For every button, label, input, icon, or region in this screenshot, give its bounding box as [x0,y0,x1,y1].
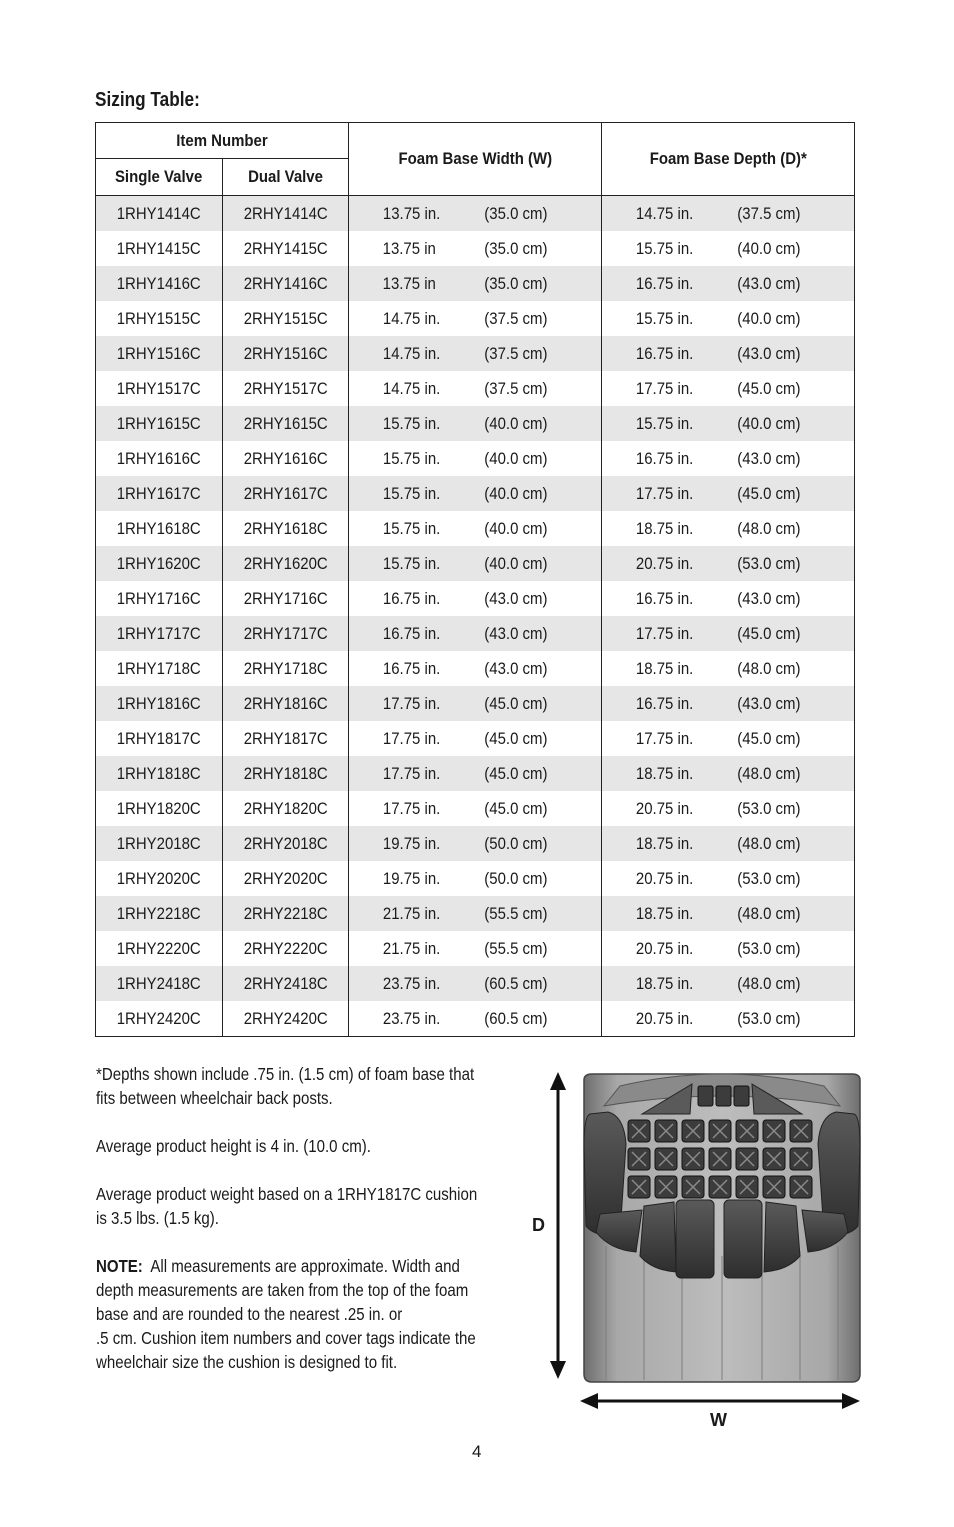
cell-dual: 2RHY2018C [223,826,349,861]
cell-w-cm: (55.5 cm) [476,896,602,931]
note-label: NOTE: [96,1256,143,1276]
air-cell [734,1086,749,1106]
cell-d-cm: (53.0 cm) [729,791,855,826]
table-row [96,441,855,476]
cell-single: 1RHY2418C [96,966,223,1001]
cell-w-in: 13.75 in [382,238,436,258]
cell-single: 1RHY2020C [96,861,223,896]
cell-d-in: 20.75 in. [602,546,729,581]
cell-single: 1RHY1517C [96,371,223,406]
cell-w-cm: (40.0 cm) [476,546,602,581]
table-row [96,896,855,931]
cell-w-cm: (50.0 cm) [476,826,602,861]
cell-w-cm: (37.5 cm) [476,336,602,371]
cell-w-cm: (55.5 cm) [476,931,602,966]
cell-w-cm: (50.0 cm) [476,861,602,896]
cell-d-cm: (48.0 cm) [729,651,855,686]
cell-d-cm: (45.0 cm) [729,371,855,406]
cell-w-in: 19.75 in. [349,826,476,861]
measurement-note: NOTE: All measurements are approximate. Width and depth measurements are taken from the top of the foam base and are rounded to the nearest .25 in. or .5 cm. Cushion item numbers and cover tags indicate the wheelchair size the cushion is designed to fit. [96,1256,476,1372]
cell-single: 1RHY1515C [96,301,223,336]
table-row [96,196,855,232]
cell-dual: 2RHY1515C [223,301,349,336]
table-row [96,336,855,371]
cell-single: 1RHY1620C [96,546,223,581]
cell-single: 1RHY1616C [96,441,223,476]
cell-w-cm: (37.5 cm) [476,301,602,336]
cell-d-in: 15.75 in. [602,406,729,441]
cell-w-cm: (45.0 cm) [476,756,602,791]
cell-d-cm: (48.0 cm) [729,966,855,1001]
table-row [96,406,855,441]
table-row [96,651,855,686]
page-number: 4 [472,1442,482,1461]
sizing-table [95,122,855,1037]
cell-single: 1RHY1818C [96,756,223,791]
cell-w-in: 21.75 in. [382,938,441,958]
cell-dual: 2RHY1516C [223,336,349,371]
cell-w-cm: (35.0 cm) [476,231,602,266]
cell-d-in: 18.75 in. [635,658,694,678]
cell-d-in: 20.75 in. [635,938,694,958]
cell-d-in: 15.75 in. [635,308,694,328]
cell-dual: 2RHY2220C [223,931,349,966]
cell-w-in: 23.75 in. [349,966,476,1001]
cell-w-in: 13.75 in. [349,196,476,232]
page-title: Sizing Table: [95,89,200,111]
cell-w-cm: (45.0 cm) [476,721,602,756]
cell-d-in: 14.75 in. [602,196,729,232]
foam-base-width-header: Foam Base Width (W) [349,123,602,196]
weight-note: Average product weight based on a 1RHY1817C cushion is 3.5 lbs. (1.5 kg). [96,1184,478,1228]
cell-single: 1RHY1817C [96,721,223,756]
width-label: W [710,1410,727,1430]
depth-arrow [550,1072,566,1379]
table-row [96,721,855,756]
cell-dual: 2RHY1616C [223,441,349,476]
cell-d-in: 15.75 in. [635,238,694,258]
cell-dual: 2RHY2418C [223,966,349,1001]
cell-w-in: 16.75 in. [382,588,441,608]
cell-d-cm: (45.0 cm) [729,721,855,756]
table-row [96,966,855,1001]
air-cell [716,1086,731,1106]
cell-w-cm: (35.0 cm) [476,196,602,232]
cell-w-in: 17.75 in. [349,756,476,791]
cell-d-cm: (37.5 cm) [729,196,855,232]
cell-w-cm: (60.5 cm) [476,1001,602,1037]
cell-dual: 2RHY1620C [223,546,349,581]
cell-d-in: 16.75 in. [635,448,694,468]
cell-w-cm: (40.0 cm) [476,511,602,546]
table-row [96,826,855,861]
cell-w-in: 16.75 in. [349,616,476,651]
cell-dual: 2RHY1818C [223,756,349,791]
cell-d-cm: (40.0 cm) [729,301,855,336]
cell-w-cm: (35.0 cm) [476,266,602,301]
cell-w-cm: (43.0 cm) [476,651,602,686]
cushion-diagram [540,1066,870,1416]
cell-single: 1RHY1716C [96,581,223,616]
cell-w-cm: (40.0 cm) [476,476,602,511]
cell-single: 1RHY1717C [96,616,223,651]
cell-w-in: 21.75 in. [349,896,476,931]
table-row [96,546,855,581]
cell-d-cm: (53.0 cm) [729,1001,855,1037]
cell-w-in: 14.75 in. [382,308,441,328]
cell-d-cm: (43.0 cm) [729,336,855,371]
cell-d-cm: (43.0 cm) [729,581,855,616]
cell-w-in: 15.75 in. [382,518,441,538]
depth-label: D [532,1215,545,1235]
width-arrow [580,1393,860,1409]
cell-single: 1RHY1718C [96,651,223,686]
depth-note: *Depths shown include .75 in. (1.5 cm) of foam base that fits between wheelchair back posts. [96,1064,475,1108]
cell-w-cm: (45.0 cm) [476,686,602,721]
table-row [96,581,855,616]
cell-d-cm: (45.0 cm) [729,616,855,651]
cell-single: 1RHY2218C [96,896,223,931]
table-row [96,231,855,266]
cell-single: 1RHY1416C [96,266,223,301]
cell-d-in: 16.75 in. [602,686,729,721]
cell-d-in: 17.75 in. [635,378,694,398]
cell-d-cm: (43.0 cm) [729,686,855,721]
cell-d-in: 17.75 in. [635,728,694,748]
cell-d-in: 18.75 in. [602,826,729,861]
cell-w-in: 16.75 in. [382,658,441,678]
cell-dual: 2RHY1717C [223,616,349,651]
cell-d-in: 20.75 in. [635,868,694,888]
height-note: Average product height is 4 in. (10.0 cm). [96,1136,371,1156]
cell-d-cm: (45.0 cm) [729,476,855,511]
cell-single: 1RHY1516C [96,336,223,371]
cell-single: 1RHY1617C [96,476,223,511]
table-row [96,791,855,826]
cell-single: 1RHY1414C [96,196,223,232]
cell-d-in: 18.75 in. [602,756,729,791]
cell-w-in: 17.75 in. [382,728,441,748]
cell-d-in: 16.75 in. [635,588,694,608]
cell-single: 1RHY2420C [96,1001,223,1037]
cell-dual: 2RHY1718C [223,651,349,686]
table-row [96,861,855,896]
cell-w-in: 15.75 in. [382,448,441,468]
cell-d-in: 16.75 in. [602,336,729,371]
table-row [96,686,855,721]
notes-section [96,1062,546,1398]
cell-d-cm: (53.0 cm) [729,931,855,966]
cell-dual: 2RHY1820C [223,791,349,826]
cell-d-in: 20.75 in. [602,1001,729,1037]
cell-dual: 2RHY2420C [223,1001,349,1037]
cell-single: 1RHY2018C [96,826,223,861]
cell-d-cm: (53.0 cm) [729,861,855,896]
cell-single: 1RHY1415C [96,231,223,266]
table-row [96,931,855,966]
air-cell [698,1086,713,1106]
cell-d-cm: (48.0 cm) [729,756,855,791]
table-row [96,511,855,546]
cell-d-in: 20.75 in. [635,798,694,818]
cell-d-in: 18.75 in. [602,896,729,931]
cell-w-in: 13.75 in [349,266,476,301]
cell-d-cm: (43.0 cm) [729,441,855,476]
cell-d-in: 18.75 in. [602,966,729,1001]
cell-d-cm: (48.0 cm) [729,896,855,931]
cell-d-cm: (48.0 cm) [729,826,855,861]
cell-w-cm: (37.5 cm) [476,371,602,406]
cell-dual: 2RHY1615C [223,406,349,441]
cell-w-in: 17.75 in. [349,686,476,721]
cell-w-in: 23.75 in. [349,1001,476,1037]
cell-dual: 2RHY1617C [223,476,349,511]
cell-w-cm: (45.0 cm) [476,791,602,826]
table-row [96,1001,855,1037]
cell-dual: 2RHY1816C [223,686,349,721]
cell-d-in: 17.75 in. [602,616,729,651]
cell-single: 1RHY2220C [96,931,223,966]
cell-d-in: 16.75 in. [602,266,729,301]
cell-w-in: 15.75 in. [349,406,476,441]
cell-single: 1RHY1618C [96,511,223,546]
cell-dual: 2RHY1416C [223,266,349,301]
cell-w-cm: (43.0 cm) [476,581,602,616]
cell-single: 1RHY1816C [96,686,223,721]
foam-base-depth-header: Foam Base Depth (D)* [602,123,855,196]
cell-w-in: 17.75 in. [382,798,441,818]
cell-w-in: 19.75 in. [382,868,441,888]
cell-d-cm: (40.0 cm) [729,406,855,441]
table-row [96,266,855,301]
cell-w-in: 15.75 in. [349,546,476,581]
cell-d-in: 18.75 in. [635,518,694,538]
cell-dual: 2RHY1618C [223,511,349,546]
item-number-header: Item Number [96,123,349,159]
cell-w-cm: (60.5 cm) [476,966,602,1001]
table-row [96,476,855,511]
cell-w-cm: (40.0 cm) [476,441,602,476]
cell-dual: 2RHY2218C [223,896,349,931]
cell-dual: 2RHY1517C [223,371,349,406]
cell-w-cm: (40.0 cm) [476,406,602,441]
table-row [96,301,855,336]
cell-w-cm: (43.0 cm) [476,616,602,651]
cell-d-in: 17.75 in. [602,476,729,511]
cell-dual: 2RHY1414C [223,196,349,232]
table-row [96,616,855,651]
cell-w-in: 14.75 in. [349,336,476,371]
table-row [96,756,855,791]
cell-w-in: 15.75 in. [349,476,476,511]
single-valve-header: Single Valve [96,159,223,196]
cell-d-cm: (43.0 cm) [729,266,855,301]
cell-single: 1RHY1820C [96,791,223,826]
dual-valve-header: Dual Valve [223,159,349,196]
cell-dual: 2RHY1716C [223,581,349,616]
cell-single: 1RHY1615C [96,406,223,441]
cell-d-cm: (53.0 cm) [729,546,855,581]
cell-dual: 2RHY1415C [223,231,349,266]
cell-dual: 2RHY2020C [223,861,349,896]
cell-d-cm: (48.0 cm) [729,511,855,546]
cell-dual: 2RHY1817C [223,721,349,756]
cell-d-cm: (40.0 cm) [729,231,855,266]
cell-w-in: 14.75 in. [382,378,441,398]
table-row [96,371,855,406]
